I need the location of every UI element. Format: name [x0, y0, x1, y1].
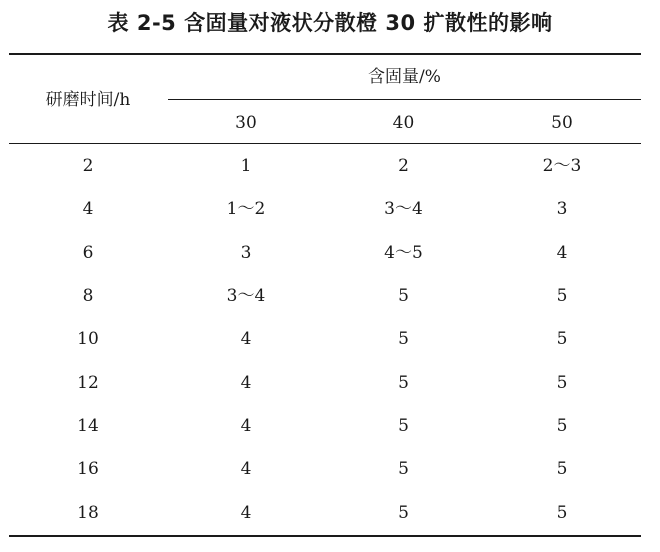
table-cell: 2: [398, 156, 409, 176]
table-cell: 3～4: [226, 286, 266, 306]
table-cell: 3～4: [384, 199, 423, 219]
table-cell: 1～2: [226, 199, 266, 219]
table-cell: 4: [556, 243, 568, 263]
table-caption: 表 2-5 含固量对液状分散橙 30 扩散性的影响: [107, 11, 553, 35]
row-label-cell: 8: [82, 286, 94, 306]
table-cell: 5: [398, 503, 409, 523]
table-cell: 4: [240, 373, 252, 393]
row-label-cell: 6: [82, 243, 94, 263]
table-cell: 5: [398, 373, 409, 393]
header-bottom-rule: [9, 143, 641, 144]
row-label-cell: 10: [77, 329, 99, 349]
bottom-rule: [9, 535, 641, 537]
column-header-30: 30: [235, 113, 257, 133]
column-header-50: 50: [551, 113, 573, 133]
table-cell: 5: [556, 416, 568, 436]
table-cell: 1: [240, 156, 252, 176]
row-label-cell: 2: [82, 156, 94, 176]
table-cell: 5: [556, 286, 568, 306]
group-header-solid-content: 含固量/%: [368, 67, 441, 87]
table-cell: 5: [556, 459, 568, 479]
table-cell: 5: [398, 416, 409, 436]
row-label-cell: 12: [77, 373, 99, 393]
group-header-rule: [168, 99, 641, 100]
table-cell: 5: [398, 286, 409, 306]
table-cell: 5: [556, 503, 568, 523]
table-cell: 4: [240, 416, 252, 436]
row-label-cell: 4: [82, 199, 94, 219]
table-cell: 3: [240, 243, 252, 263]
row-label-cell: 18: [77, 503, 99, 523]
table-cell: 5: [556, 329, 568, 349]
table-cell: 5: [398, 329, 409, 349]
column-header-40: 40: [392, 113, 415, 133]
row-label-cell: 16: [77, 459, 99, 479]
table-cell: 2～3: [542, 156, 582, 176]
table-cell: 5: [556, 373, 568, 393]
table-cell: 4: [240, 459, 252, 479]
stub-header-grinding-time: 研磨时间/h: [45, 90, 131, 110]
table-cell: 4: [240, 503, 252, 523]
table-cell: 3: [556, 199, 568, 219]
row-label-cell: 14: [77, 416, 99, 436]
top-rule: [9, 53, 641, 55]
table-cell: 4～5: [384, 243, 423, 263]
table-cell: 4: [240, 329, 252, 349]
table-cell: 5: [398, 459, 409, 479]
